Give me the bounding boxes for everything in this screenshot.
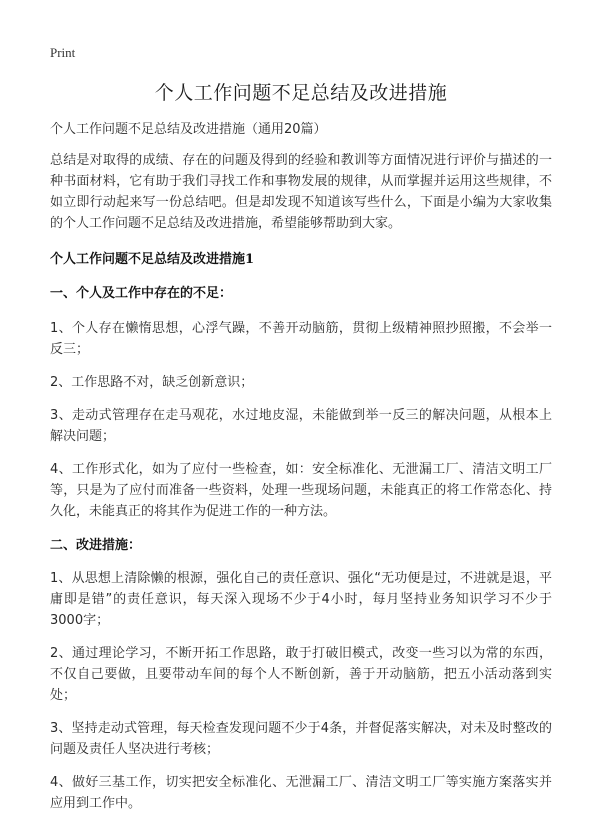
shortcoming-item: 1、个人存在懒惰思想，心浮气躁，不善开动脑筋，贯彻上级精神照抄照搬，不会举一反三；: [50, 321, 552, 357]
section-main-heading: 个人工作问题不足总结及改进措施1: [50, 252, 255, 267]
measure-item: 2、通过理论学习，不断开拓工作思路，敢于打破旧模式，改变一些习以为常的东西，不仅自己要做，且要带动车间的每个人不断创新，善于开动脑筋，把五小活动落到实处；: [50, 646, 552, 703]
section-heading-shortcomings: 一、个人及工作中存在的不足：: [50, 286, 233, 301]
measure-item: 3、坚持走动式管理，每天检查发现问题不少于4条，并督促落实解决，对未及时整改的问题及责任人坚决进行考核；: [50, 721, 552, 757]
section-heading-measures: 二、改进措施：: [50, 538, 142, 553]
shortcoming-item: 3、走动式管理存在走马观花，水过地皮湿，未能做到举一反三的解决问题，从根本上解决问题；: [50, 408, 552, 444]
intro-paragraph: 总结是对取得的成绩、存在的问题及得到的经验和教训等方面情况进行评价与描述的一种书面材料，它有助于我们寻找工作和事物发展的规律，从而掌握并运用这些规律，不如立即行动起来写一份总结吧。但是却发现不知道该写些什么，下面是小编为大家收集的个人工作问题不足总结及改进措施，希望能够帮助到大家。: [50, 153, 552, 231]
measure-item: 4、做好三基工作，切实把安全标准化、无泄漏工厂、清洁文明工厂等实施方案落实并应用到工作中。: [50, 775, 552, 811]
measure-item: 1、从思想上清除懒的根源，强化自己的责任意识、强化“无功便是过，不进就是退，平庸即是错”的责任意识，每天深入现场不少于4小时，每月坚持业务知识学习不少于3000字；: [50, 571, 552, 628]
document-subtitle: 个人工作问题不足总结及改进措施（通用20篇）: [50, 122, 327, 137]
page-title: 个人工作问题不足总结及改进措施: [154, 82, 448, 104]
shortcoming-item: 2、工作思路不对，缺乏创新意识；: [50, 375, 254, 390]
print-link[interactable]: Print: [50, 45, 76, 60]
shortcoming-item: 4、工作形式化，如为了应付一些检查，如：安全标准化、无泄漏工厂、清洁文明工厂等，只是为了应付而准备一些资料，处理一些现场问题，未能真正的将工作常态化、持久化，未能真正的将其作为促进工作的一种方法。: [50, 462, 552, 519]
